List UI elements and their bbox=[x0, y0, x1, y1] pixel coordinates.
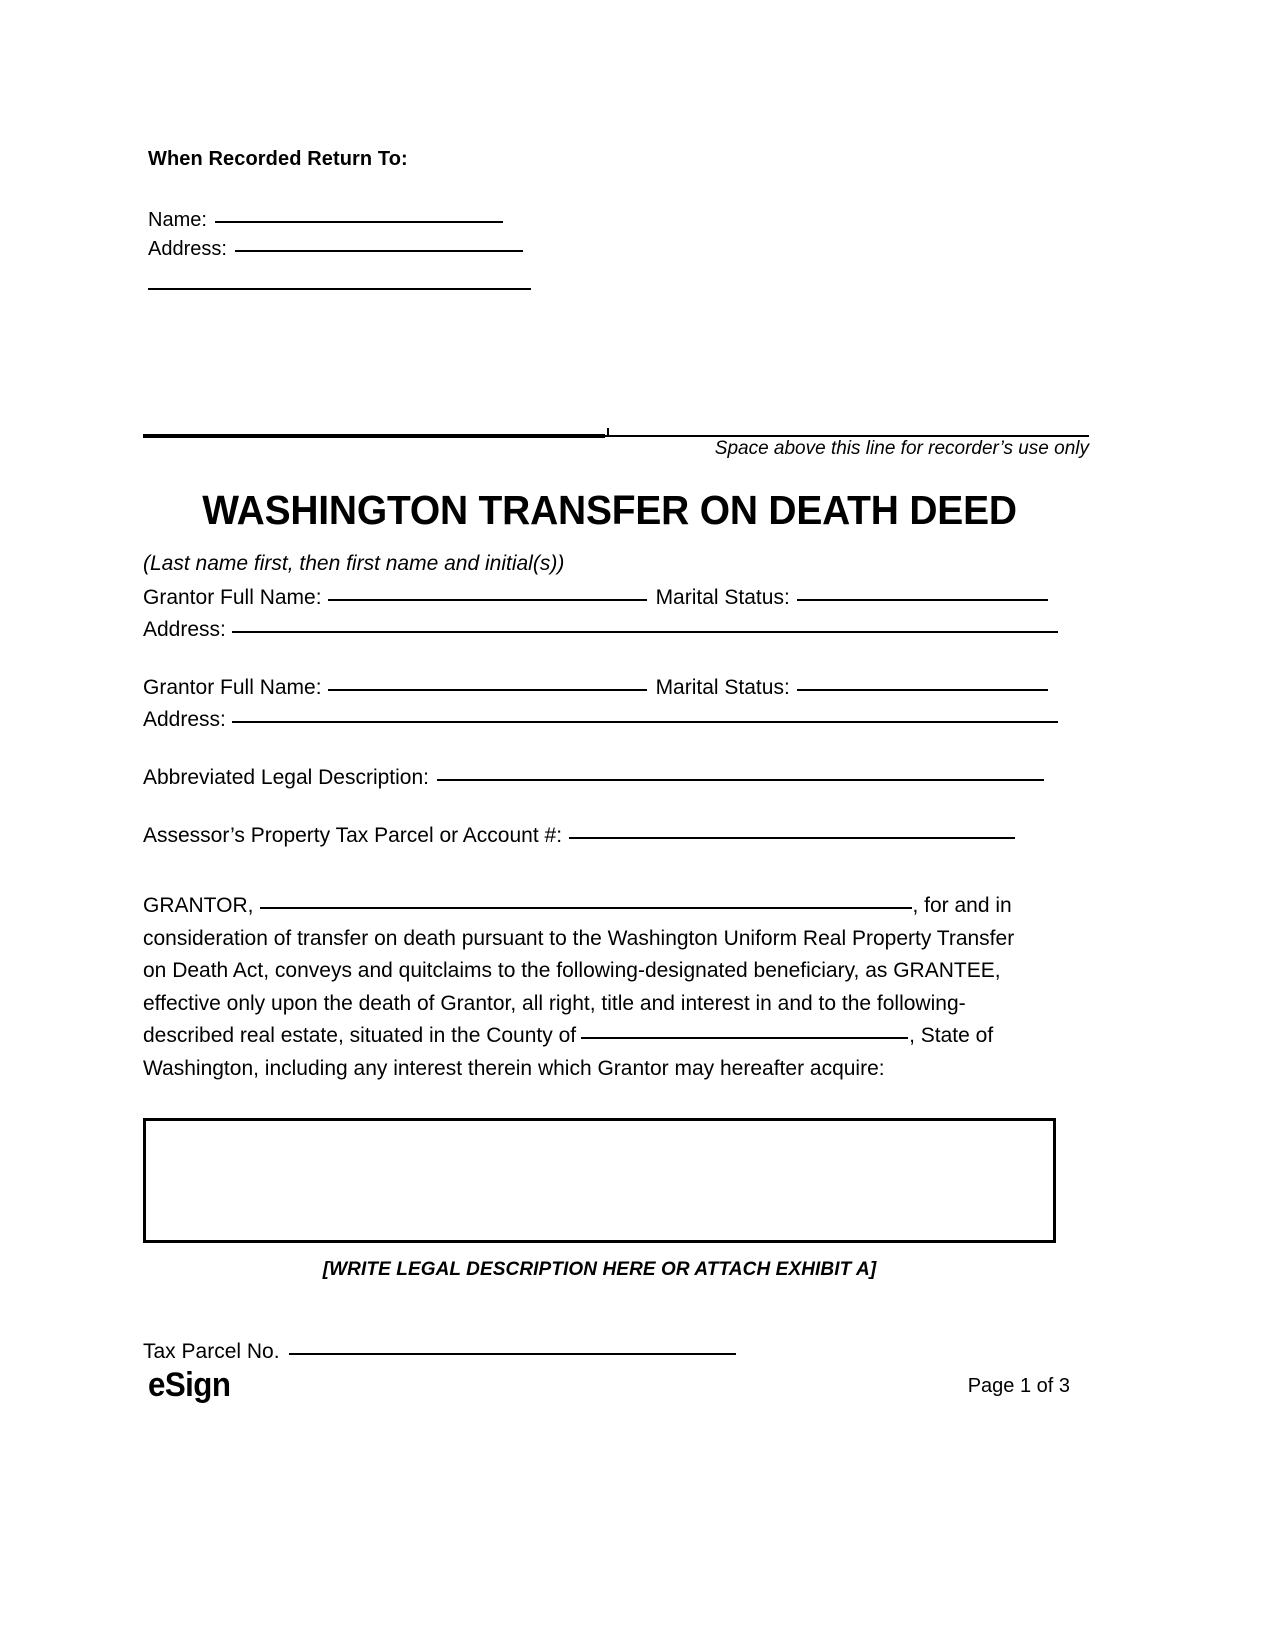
conveyance-line-6: Washington, including any interest therein which Grantor may hereafter acquire: bbox=[143, 1056, 885, 1080]
legal-description-box[interactable] bbox=[143, 1118, 1056, 1243]
grantor-lead-label: GRANTOR, bbox=[143, 894, 254, 917]
abbreviated-legal-description-row bbox=[143, 762, 1078, 794]
grantor-name-input-line[interactable] bbox=[260, 907, 912, 909]
grantor-1-address-label: Address: bbox=[143, 618, 226, 641]
grantor-1-marital-label: Marital Status: bbox=[655, 586, 790, 609]
grantor-1-address-input-line[interactable] bbox=[232, 631, 1058, 633]
grantor-1-name-input-line[interactable] bbox=[328, 599, 647, 601]
county-label: described real estate, situated in the County of bbox=[143, 1024, 577, 1047]
assessor-parcel-row bbox=[143, 820, 1078, 852]
return-address-label: Address: bbox=[148, 238, 227, 260]
assessor-parcel-input-line[interactable] bbox=[569, 837, 1015, 839]
conveyance-line-1 bbox=[143, 890, 1055, 923]
tax-parcel-row bbox=[143, 1340, 736, 1364]
legal-description-caption: [WRITE LEGAL DESCRIPTION HERE OR ATTACH EXHIBIT A] bbox=[322, 1259, 877, 1280]
conveyance-line-5 bbox=[143, 1020, 1055, 1053]
grantor-2-address-row bbox=[143, 704, 1078, 736]
name-order-hint: (Last name first, then first name and initial(s)) bbox=[143, 552, 565, 575]
conveyance-line-1-tail: , for and in bbox=[912, 894, 1012, 917]
conveyance-paragraph bbox=[143, 890, 1055, 1085]
abbreviated-legal-description-label: Abbreviated Legal Description: bbox=[143, 766, 430, 789]
county-input-line[interactable] bbox=[581, 1037, 908, 1039]
abbreviated-legal-description-input-line[interactable] bbox=[437, 779, 1044, 781]
grantor-2-marital-input-line[interactable] bbox=[797, 689, 1048, 691]
grantor-2-address-label: Address: bbox=[143, 708, 226, 731]
conveyance-line-5-tail: , State of bbox=[909, 1024, 994, 1047]
return-address-row bbox=[148, 235, 788, 264]
tax-parcel-input-line[interactable] bbox=[289, 1353, 736, 1355]
conveyance-line-4: effective only upon the death of Grantor, all right, title and interest in and to the following- bbox=[143, 991, 966, 1015]
grantor-2-name-input-line[interactable] bbox=[328, 689, 647, 691]
return-name-row bbox=[148, 206, 788, 235]
tax-parcel-label: Tax Parcel No. bbox=[143, 1340, 280, 1363]
when-recorded-return-to-block bbox=[148, 146, 788, 290]
page-title: WASHINGTON TRANSFER ON DEATH DEED bbox=[202, 487, 1017, 533]
conveyance-line-3: on Death Act, conveys and quitclaims to the following-designated beneficiary, as GRANTEE, bbox=[143, 959, 1001, 982]
grantor-1-marital-input-line[interactable] bbox=[797, 599, 1048, 601]
return-address-input-line[interactable] bbox=[235, 250, 523, 252]
grantor-2-marital-label: Marital Status: bbox=[655, 676, 790, 699]
form-fields-block bbox=[143, 548, 1078, 1085]
recorder-separator-thin bbox=[605, 435, 1089, 437]
grantor-2-name-row bbox=[143, 672, 1078, 704]
return-name-label: Name: bbox=[148, 209, 207, 231]
return-address-input-line-2[interactable] bbox=[148, 288, 531, 290]
conveyance-line-2: consideration of transfer on death pursuant to the Washington Uniform Real Property Transfer bbox=[143, 926, 1015, 950]
page-number: Page 1 of 3 bbox=[967, 1375, 1070, 1397]
grantor-1-name-row bbox=[143, 582, 1078, 614]
assessor-parcel-label: Assessor’s Property Tax Parcel or Account #: bbox=[143, 824, 563, 847]
grantor-1-name-label: Grantor Full Name: bbox=[143, 586, 322, 609]
when-recorded-return-to-heading: When Recorded Return To: bbox=[148, 148, 408, 170]
esign-logo: eSign bbox=[148, 1366, 231, 1404]
recorder-use-note: Space above this line for recorder’s use only bbox=[714, 438, 1089, 459]
return-name-input-line[interactable] bbox=[215, 221, 503, 223]
recorder-separator-tick bbox=[607, 428, 609, 436]
grantor-2-address-input-line[interactable] bbox=[232, 721, 1058, 723]
grantor-2-name-label: Grantor Full Name: bbox=[143, 676, 322, 699]
grantor-1-address-row bbox=[143, 614, 1078, 646]
